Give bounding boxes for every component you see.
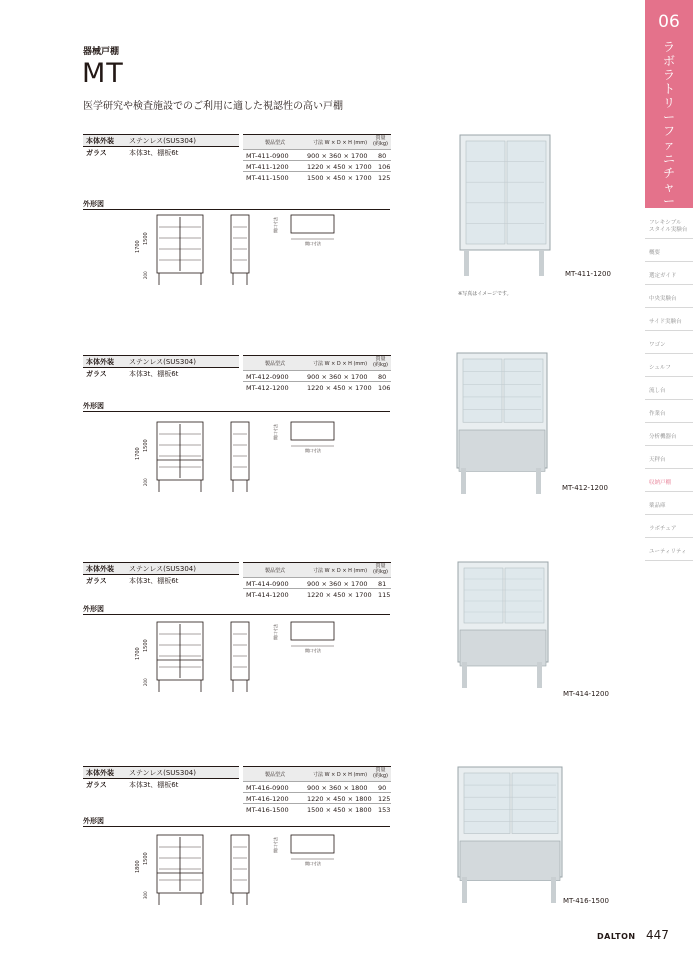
side-nav-label: フレキシブル スタイル実験台 bbox=[649, 220, 688, 233]
opening-dim: 開口寸法 bbox=[305, 448, 321, 453]
table-cell: 1220 × 450 × 1700 bbox=[307, 384, 372, 392]
table-cell: MT-412-0900 bbox=[246, 373, 289, 381]
side-nav-item[interactable] bbox=[645, 307, 693, 331]
spec-value: ステンレス(SUS304) bbox=[129, 137, 196, 145]
side-nav-item[interactable] bbox=[645, 422, 693, 446]
top-view bbox=[272, 215, 334, 246]
side-view bbox=[231, 422, 249, 492]
table-cell: 1220 × 450 × 1700 bbox=[307, 591, 372, 599]
photo-caption: MT-411-1200 bbox=[565, 270, 611, 278]
front-view bbox=[157, 835, 203, 905]
table-cell: 80 bbox=[378, 152, 387, 160]
side-nav-label: 概要 bbox=[649, 250, 661, 256]
side-nav-item[interactable] bbox=[645, 330, 693, 354]
header-cell: 製品型式 bbox=[265, 772, 286, 778]
side-nav-label: 流し台 bbox=[649, 388, 666, 394]
table-cell: MT-412-1200 bbox=[246, 384, 289, 392]
table-cell: MT-411-1500 bbox=[246, 174, 289, 182]
divider bbox=[83, 411, 390, 412]
table-cell: 153 bbox=[378, 806, 391, 814]
side-view bbox=[231, 622, 249, 692]
top-view bbox=[272, 422, 334, 453]
table-cell: 80 bbox=[378, 373, 387, 381]
outline-label: 外形図 bbox=[83, 402, 104, 410]
divider bbox=[83, 614, 390, 615]
model-table-header bbox=[243, 134, 391, 149]
spec-row bbox=[83, 134, 239, 146]
spec-value: ステンレス(SUS304) bbox=[129, 358, 196, 366]
header-cell: 寸法 W × D × H (mm) bbox=[313, 772, 368, 778]
header-cell: 寸法 W × D × H (mm) bbox=[313, 140, 368, 146]
side-nav-item[interactable] bbox=[645, 514, 693, 538]
spec-row bbox=[83, 355, 239, 367]
table-cell: MT-416-1200 bbox=[246, 795, 289, 803]
height-dim: 1700 bbox=[135, 240, 141, 253]
spec-key: 本体外装 bbox=[86, 137, 114, 145]
spec-key: ガラス bbox=[86, 577, 107, 585]
upper-height-dim: 1500 bbox=[143, 439, 149, 452]
table-cell: MT-416-1500 bbox=[246, 806, 289, 814]
outline-label: 外形図 bbox=[83, 605, 104, 613]
side-nav-item[interactable] bbox=[645, 491, 693, 515]
side-nav-label: 分析機器台 bbox=[649, 434, 677, 440]
leg-height-dim: 200 bbox=[143, 678, 148, 686]
side-nav-label: ワゴン bbox=[649, 342, 666, 348]
side-nav-item[interactable] bbox=[645, 445, 693, 469]
outline-drawing bbox=[135, 833, 395, 913]
side-nav-label: 中央実験台 bbox=[649, 296, 677, 302]
outline-label: 外形図 bbox=[83, 200, 104, 208]
category-label: 器械戸棚 bbox=[83, 47, 120, 57]
side-nav-item[interactable] bbox=[645, 261, 693, 285]
spec-value: ステンレス(SUS304) bbox=[129, 565, 196, 573]
opening-dim-vertical: 開口寸法 bbox=[273, 837, 278, 853]
top-view bbox=[272, 835, 334, 866]
front-view bbox=[157, 622, 203, 692]
table-row bbox=[243, 171, 391, 183]
table-cell: MT-414-1200 bbox=[246, 591, 289, 599]
header-cell: 製品型式 bbox=[265, 361, 286, 367]
spec-key: ガラス bbox=[86, 781, 107, 789]
opening-dim-vertical: 開口寸法 bbox=[273, 217, 278, 233]
photo-caption: MT-412-1200 bbox=[562, 484, 608, 492]
table-cell: 81 bbox=[378, 580, 387, 588]
side-nav-label: 天秤台 bbox=[649, 457, 666, 463]
spec-row bbox=[83, 146, 239, 158]
outline-drawing bbox=[135, 620, 395, 700]
spec-row bbox=[83, 766, 239, 778]
height-dim: 1800 bbox=[135, 860, 141, 873]
product-photo bbox=[453, 351, 553, 496]
spec-value: 本体3t、棚板6t bbox=[129, 781, 179, 789]
side-nav-label: サイド実験台 bbox=[649, 319, 682, 325]
spec-value: ステンレス(SUS304) bbox=[129, 769, 196, 777]
table-cell: MT-411-1200 bbox=[246, 163, 289, 171]
table-cell: 125 bbox=[378, 174, 391, 182]
table-cell: 1500 × 450 × 1700 bbox=[307, 174, 372, 182]
height-dim: 1700 bbox=[135, 447, 141, 460]
opening-dim: 開口寸法 bbox=[305, 241, 321, 246]
divider bbox=[83, 826, 390, 827]
table-cell: MT-411-0900 bbox=[246, 152, 289, 160]
spec-row bbox=[83, 778, 239, 790]
model-table-header bbox=[243, 355, 391, 370]
spec-value: 本体3t、棚板6t bbox=[129, 370, 179, 378]
opening-dim-vertical: 開口寸法 bbox=[273, 424, 278, 440]
brand-logo: DALTON bbox=[597, 932, 636, 941]
model-table-header bbox=[243, 562, 391, 577]
product-photo bbox=[456, 133, 556, 278]
chapter-label: ラボラトリーファニチャー bbox=[662, 40, 675, 208]
header-cell: 質量 (約kg) bbox=[373, 563, 388, 575]
table-row bbox=[243, 381, 391, 393]
table-cell: 900 × 360 × 1700 bbox=[307, 373, 368, 381]
header-cell: 質量 (約kg) bbox=[373, 135, 388, 147]
spec-value: 本体3t、棚板6t bbox=[129, 577, 179, 585]
side-nav-item[interactable] bbox=[645, 537, 693, 561]
upper-height-dim: 1500 bbox=[143, 232, 149, 245]
height-dim: 1700 bbox=[135, 647, 141, 660]
upper-height-dim: 1500 bbox=[143, 639, 149, 652]
side-nav-item[interactable] bbox=[645, 399, 693, 423]
front-view bbox=[157, 422, 203, 492]
side-nav-item[interactable] bbox=[645, 238, 693, 262]
page-title: MT bbox=[82, 58, 124, 89]
front-view bbox=[157, 215, 203, 285]
side-nav-label: 収納戸棚 bbox=[649, 480, 672, 486]
table-cell: MT-416-0900 bbox=[246, 784, 289, 792]
table-cell: 900 × 360 × 1700 bbox=[307, 152, 368, 160]
spec-row bbox=[83, 562, 239, 574]
table-cell: 1500 × 450 × 1800 bbox=[307, 806, 372, 814]
side-nav-label: ラボチェア bbox=[649, 526, 677, 532]
table-cell: 1220 × 450 × 1700 bbox=[307, 163, 372, 171]
side-nav-label: 作業台 bbox=[649, 411, 666, 417]
leg-height-dim: 200 bbox=[143, 478, 148, 486]
model-table-header bbox=[243, 766, 391, 781]
opening-dim: 開口寸法 bbox=[305, 861, 321, 866]
leg-height-dim: 300 bbox=[143, 891, 148, 899]
header-cell: 質量 (約kg) bbox=[373, 356, 388, 368]
header-cell: 寸法 W × D × H (mm) bbox=[313, 361, 368, 367]
side-nav-item[interactable] bbox=[645, 468, 693, 492]
table-cell: 900 × 360 × 1800 bbox=[307, 784, 368, 792]
outline-drawing bbox=[135, 213, 395, 293]
outline-drawing bbox=[135, 420, 395, 500]
opening-dim-vertical: 開口寸法 bbox=[273, 624, 278, 640]
table-row bbox=[243, 803, 391, 815]
spec-key: 本体外装 bbox=[86, 769, 114, 777]
product-photo bbox=[454, 765, 568, 905]
photo-note: ※写真はイメージです。 bbox=[458, 291, 512, 297]
side-nav-label: シェルフ bbox=[649, 365, 671, 371]
spec-key: 本体外装 bbox=[86, 565, 114, 573]
side-nav-item[interactable] bbox=[645, 284, 693, 308]
table-cell: 106 bbox=[378, 163, 391, 171]
header-cell: 質量 (約kg) bbox=[373, 767, 388, 779]
spec-row bbox=[83, 574, 239, 586]
spec-key: ガラス bbox=[86, 370, 107, 378]
side-view bbox=[231, 215, 249, 285]
side-nav-item[interactable] bbox=[645, 353, 693, 377]
top-view bbox=[272, 622, 334, 653]
header-cell: 製品型式 bbox=[265, 140, 286, 146]
side-nav-label: 選定ガイド bbox=[649, 273, 677, 279]
page-subtitle: 医学研究や検査施設でのご利用に適した視認性の高い戸棚 bbox=[83, 101, 343, 112]
table-cell: 90 bbox=[378, 784, 387, 792]
table-cell: 115 bbox=[378, 591, 391, 599]
upper-height-dim: 1500 bbox=[143, 852, 149, 865]
spec-value: 本体3t、棚板6t bbox=[129, 149, 179, 157]
side-view bbox=[231, 835, 249, 905]
table-cell: MT-414-0900 bbox=[246, 580, 289, 588]
opening-dim: 開口寸法 bbox=[305, 648, 321, 653]
table-cell: 900 × 360 × 1700 bbox=[307, 580, 368, 588]
table-cell: 125 bbox=[378, 795, 391, 803]
product-photo bbox=[454, 560, 554, 690]
chapter-tab[interactable] bbox=[645, 0, 693, 208]
leg-height-dim: 200 bbox=[143, 271, 148, 279]
photo-caption: MT-414-1200 bbox=[563, 690, 609, 698]
photo-caption: MT-416-1500 bbox=[563, 897, 609, 905]
page-number: 447 bbox=[646, 928, 669, 942]
chapter-number: 06 bbox=[658, 12, 680, 32]
side-nav-item[interactable] bbox=[645, 208, 693, 239]
side-nav-item[interactable] bbox=[645, 376, 693, 400]
outline-label: 外形図 bbox=[83, 817, 104, 825]
divider bbox=[83, 209, 390, 210]
table-row bbox=[243, 588, 391, 600]
spec-key: ガラス bbox=[86, 149, 107, 157]
header-cell: 寸法 W × D × H (mm) bbox=[313, 568, 368, 574]
spec-row bbox=[83, 367, 239, 379]
spec-key: 本体外装 bbox=[86, 358, 114, 366]
table-cell: 1220 × 450 × 1800 bbox=[307, 795, 372, 803]
table-cell: 106 bbox=[378, 384, 391, 392]
side-nav-label: 薬品庫 bbox=[649, 503, 666, 509]
header-cell: 製品型式 bbox=[265, 568, 286, 574]
side-nav-label: ユーティリティ bbox=[649, 549, 687, 555]
